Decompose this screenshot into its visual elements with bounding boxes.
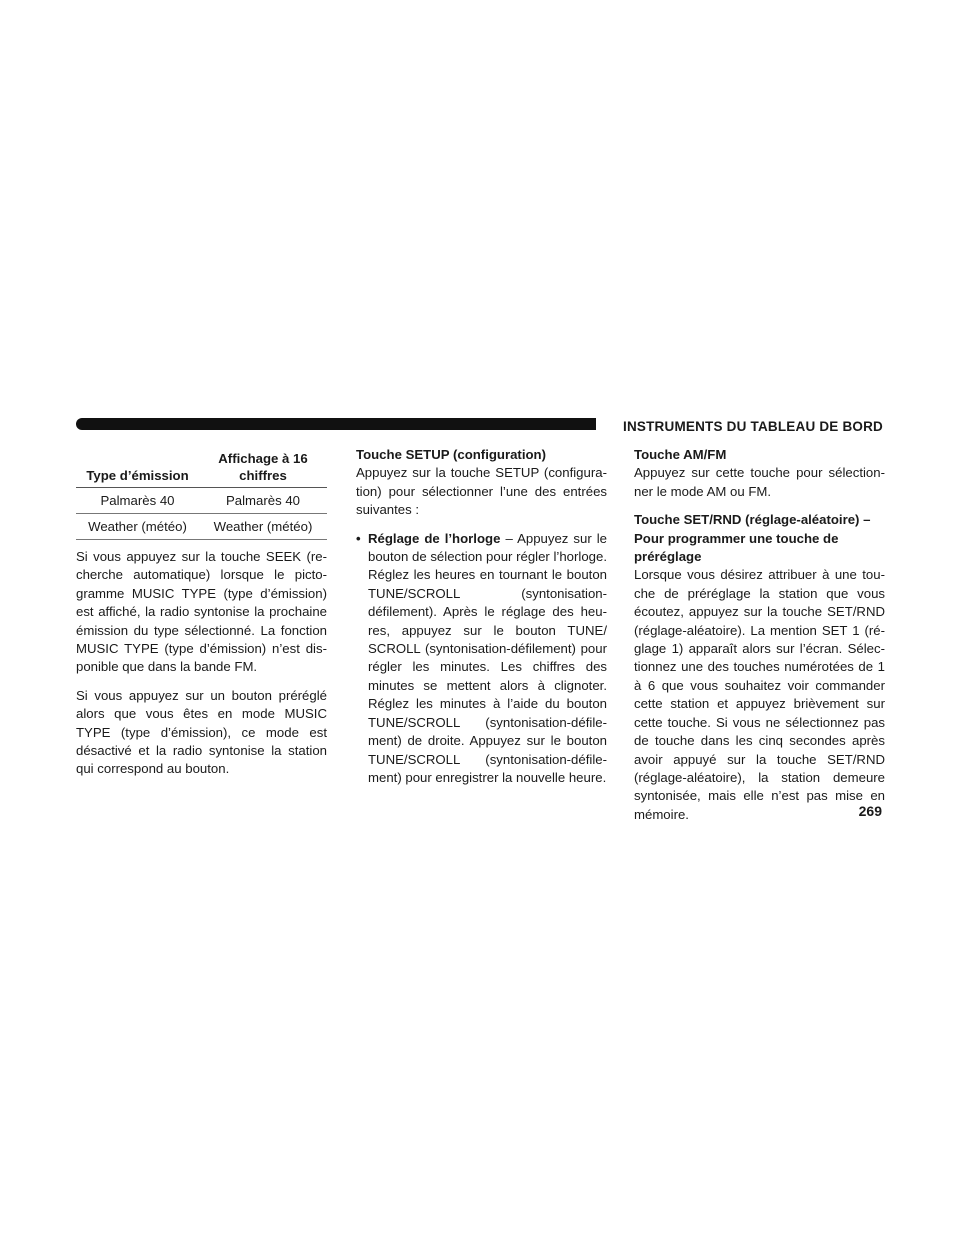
- table-header-cell: Affichage à 16 chiffres: [199, 446, 327, 488]
- heading-am-fm-button: Touche AM/FM: [634, 447, 727, 462]
- table-cell: Palmarès 40: [199, 488, 327, 514]
- header-rule-shape: [76, 418, 596, 430]
- bullet-icon: •: [356, 530, 361, 546]
- paragraph-preset-music-type: Si vous appuyez sur un bouton préréglé alors que vous êtes en mode MUSIC TYPE (type d’émission), ce mode est désactivé et la radio syntonise la station qui correspond au bouton.: [76, 687, 327, 777]
- table-cell: Weather (météo): [76, 514, 199, 540]
- table-header-row: [76, 446, 327, 488]
- table-row: [76, 514, 327, 540]
- emission-type-table: [76, 446, 327, 540]
- list-item-body: [368, 530, 607, 788]
- paragraph-am-fm: Appuyez sur cette touche pour sélectionner le mode AM ou FM.: [634, 465, 885, 499]
- column-left: [76, 446, 327, 789]
- table-header-cell: Type d’émission: [76, 446, 199, 488]
- paragraph-set-rnd: Lorsque vous désirez attribuer à une touche de préréglage la station que vous écoutez, appuyez sur la touche SET/RND (réglage-aléatoire). La mention SET 1 (réglage 1) apparaît alors sur l’écran. Sélectionnez une des touches numérotées de 1 à 6 que vous souhaitez voir commander cette station et appuyez brièvement sur cette touche. Si vous ne sélectionnez pas de touche dans les cinq secondes après avoir appuyé sur la touche SET/RND (réglage-aléatoire), la station demeure syntonisée, mais elle n’est pas mise en mémoire.: [634, 567, 885, 822]
- heading-set-rnd-button: Touche SET/RND (réglage-aléatoire) – Pour programmer une touche de préréglage: [634, 512, 871, 565]
- table-cell: Weather (météo): [199, 514, 327, 540]
- list-item-clock-setting: [356, 530, 607, 788]
- heading-setup-button: Touche SETUP (configuration): [356, 447, 546, 462]
- paragraph-setup-intro: Appuyez sur la touche SETUP (configuration) pour sélectionner l’une des entrées suivantes :: [356, 465, 607, 518]
- list-item-term: Réglage de l’horloge: [368, 530, 501, 546]
- page-number: 269: [858, 803, 882, 819]
- column-right: [634, 446, 885, 834]
- section-header-title: INSTRUMENTS DU TABLEAU DE BORD: [623, 419, 883, 434]
- header-rule: [76, 418, 596, 430]
- table-cell: Palmarès 40: [76, 488, 199, 514]
- list-item-text: – Appuyez sur le bouton de sélection pour régler l’horloge. Réglez les heures en tournant le bouton TUNE/SCROLL (syntonisation-défilement). Après le réglage des heures, appuyez sur le bouton TUNE/ SCROLL (syntonisation-défilement) pour régler les minutes. Les chiffres des minutes se mettent alors à clignoter. Réglez les minutes à l’aide du bouton TUNE/SCROLL (syntonisation-défilement) de droite. Appuyez sur le bouton TUNE/SCROLL (syntonisation-défilement) pour enregistrer la nouvelle heure.: [368, 530, 608, 785]
- paragraph-seek-music-type: Si vous appuyez sur la touche SEEK (recherche automatique) lorsque le pictogramme MUSIC TYPE (type d’émission) est affiché, la radio syntonise la prochaine émission du type sélectionné. La fonction MUSIC TYPE (type d’émission) n’est disponible que dans la bande FM.: [76, 549, 327, 675]
- table-row: [76, 488, 327, 514]
- column-middle: [356, 446, 607, 787]
